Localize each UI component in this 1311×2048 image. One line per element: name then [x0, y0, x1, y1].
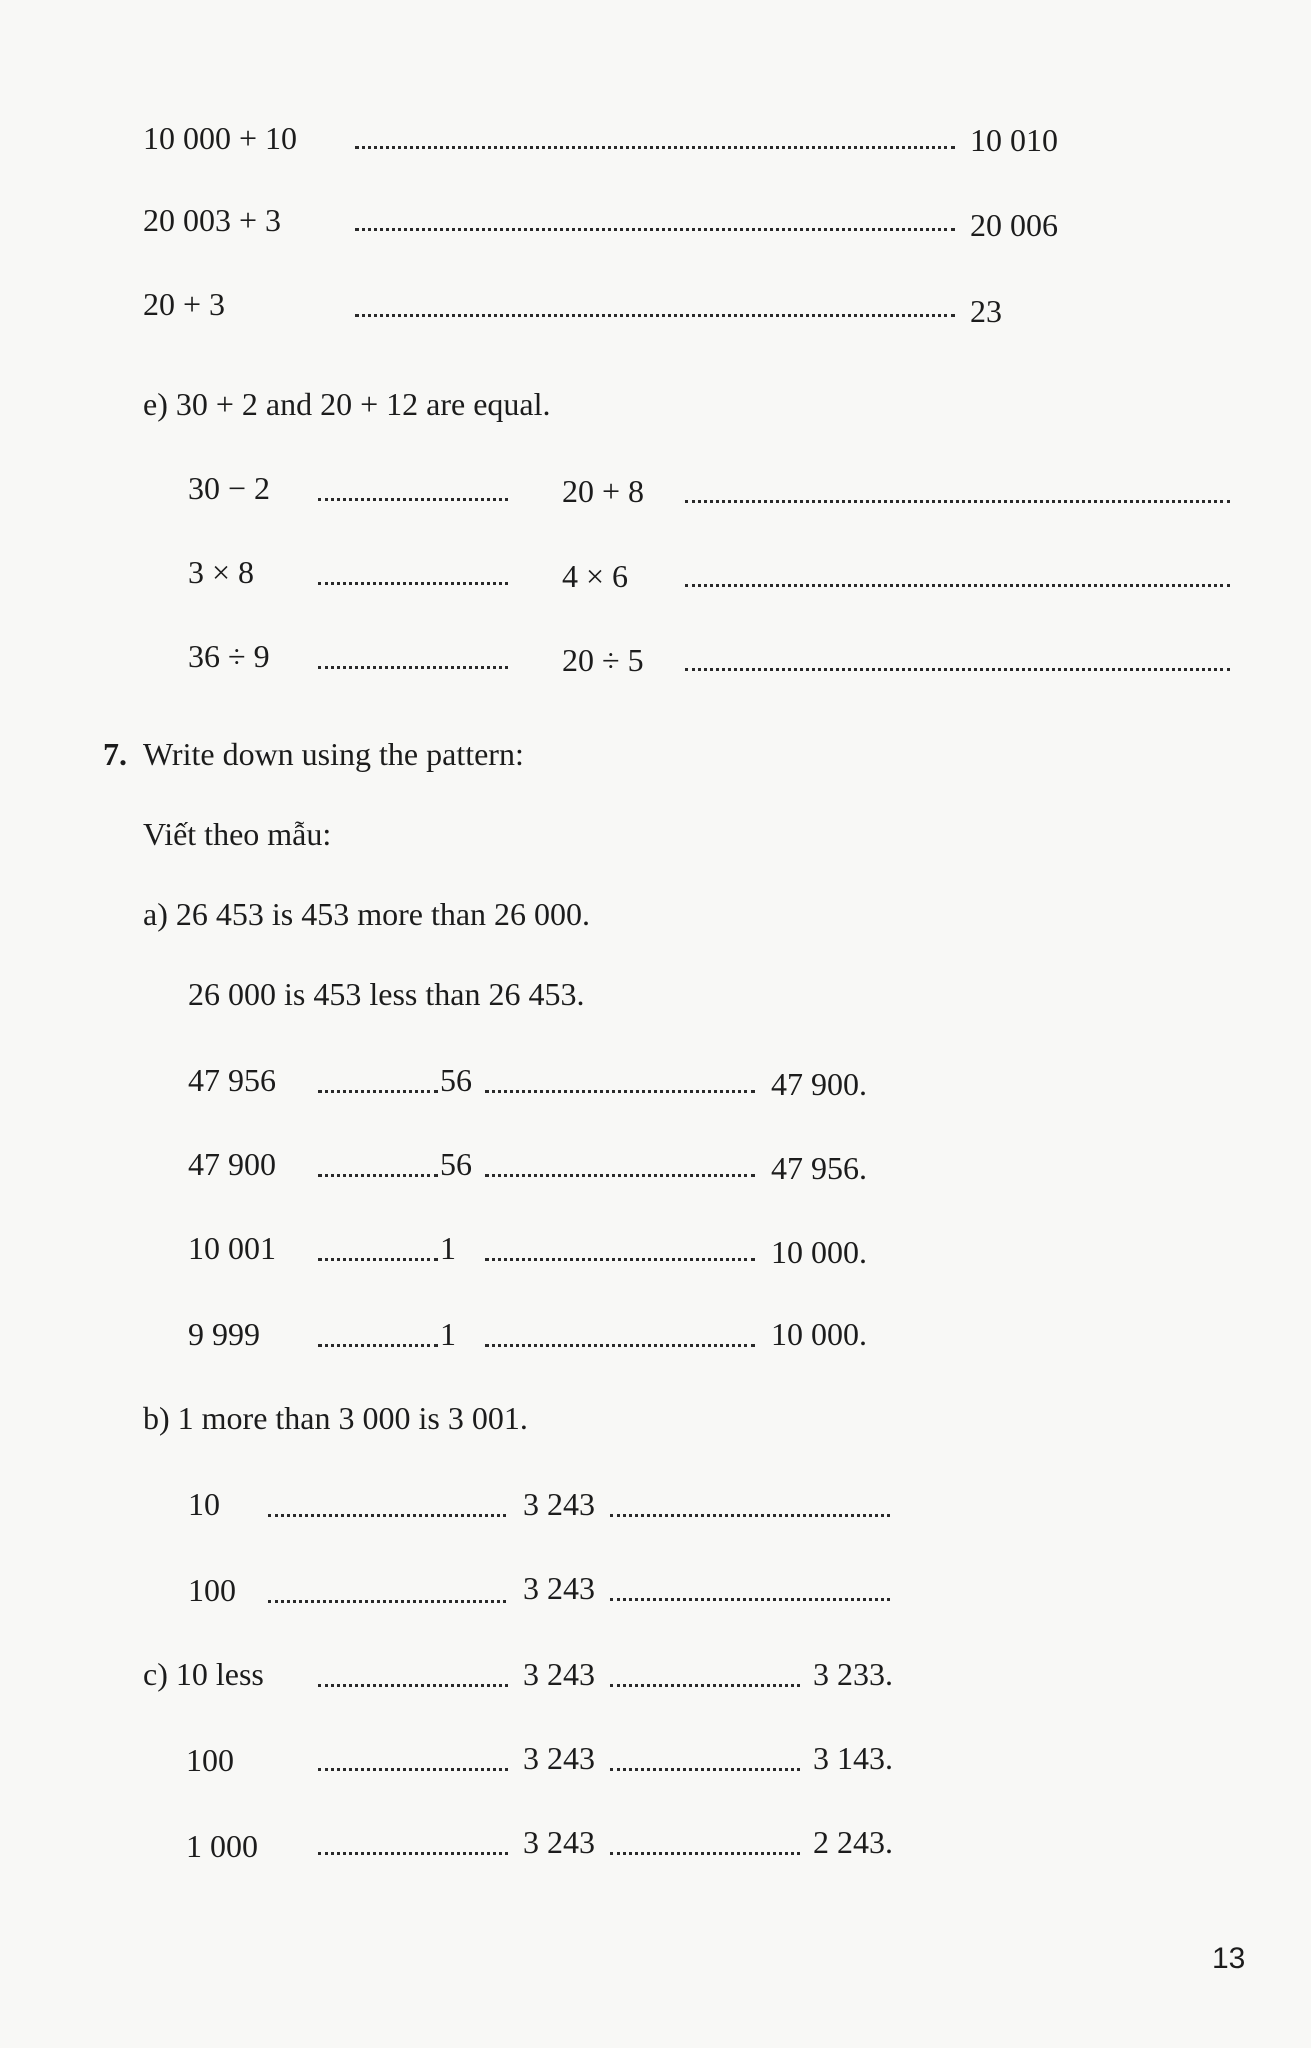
dotted-blank — [318, 1684, 508, 1687]
part-e-row-1-left: 30 − 2 — [188, 470, 271, 506]
part-c-row-1-label: c) 10 less — [143, 1656, 264, 1692]
part-c-row-1-result: 3 233. — [813, 1656, 893, 1692]
dotted-blank — [318, 1344, 438, 1347]
part-a-line-2: 26 000 is 453 less than 26 453. — [188, 976, 585, 1012]
part-a-row-1-num2: 47 900. — [771, 1066, 867, 1102]
part-e-row-2-right: 4 × 6 — [562, 558, 629, 594]
dotted-blank — [685, 584, 1230, 587]
part-b-line-1: b) 1 more than 3 000 is 3 001. — [143, 1400, 528, 1436]
top-row-2-result: 20 006 — [970, 207, 1058, 243]
part-a-row-2-mid: 56 — [440, 1146, 472, 1182]
top-row-1-result: 10 010 — [970, 122, 1058, 158]
part-a-line-1: a) 26 453 is 453 more than 26 000. — [143, 896, 591, 932]
dotted-blank — [355, 314, 955, 317]
dotted-blank — [318, 1174, 438, 1177]
part-a-row-1-mid: 56 — [440, 1062, 472, 1098]
part-e-statement: e) 30 + 2 and 20 + 12 are equal. — [143, 386, 551, 422]
part-c-row-3-base: 3 243 — [523, 1824, 595, 1860]
part-a-row-2-num2: 47 956. — [771, 1150, 867, 1186]
top-row-3-expr: 20 + 3 — [143, 286, 226, 322]
dotted-blank — [685, 668, 1230, 671]
dotted-blank — [610, 1768, 800, 1771]
top-row-2-expr: 20 003 + 3 — [143, 202, 282, 238]
part-b-row-2-base: 3 243 — [523, 1570, 595, 1606]
dotted-blank — [685, 500, 1230, 503]
dotted-blank — [355, 228, 955, 231]
part-e-row-3-left: 36 ÷ 9 — [188, 638, 270, 674]
dotted-blank — [485, 1344, 755, 1347]
dotted-blank — [318, 498, 508, 501]
page-number: 13 — [1212, 1942, 1246, 1975]
part-a-row-4-num1: 9 999 — [188, 1316, 260, 1352]
dotted-blank — [485, 1090, 755, 1093]
part-e-row-3-right: 20 ÷ 5 — [562, 642, 644, 678]
part-a-row-4-num2: 10 000. — [771, 1316, 867, 1352]
top-row-3-result: 23 — [970, 293, 1002, 329]
part-a-row-4-mid: 1 — [440, 1316, 456, 1352]
dotted-blank — [268, 1514, 506, 1517]
dotted-blank — [610, 1598, 890, 1601]
exercise-7-number: 7. — [103, 736, 127, 772]
dotted-blank — [485, 1258, 755, 1261]
part-c-row-2-base: 3 243 — [523, 1740, 595, 1776]
part-c-row-3-label: 1 000 — [186, 1828, 258, 1864]
part-c-row-3-result: 2 243. — [813, 1824, 893, 1860]
dotted-blank — [485, 1174, 755, 1177]
part-a-row-2-num1: 47 900 — [188, 1146, 276, 1182]
part-e-row-1-right: 20 + 8 — [562, 473, 645, 509]
dotted-blank — [610, 1514, 890, 1517]
top-row-1-expr: 10 000 + 10 — [143, 120, 298, 156]
part-b-row-2-num: 100 — [188, 1572, 236, 1608]
part-c-row-2-result: 3 143. — [813, 1740, 893, 1776]
exercise-7-title-vi: Viết theo mẫu: — [143, 816, 332, 852]
part-c-row-2-label: 100 — [186, 1742, 234, 1778]
dotted-blank — [318, 1768, 508, 1771]
part-a-row-3-mid: 1 — [440, 1230, 456, 1266]
part-c-row-1-base: 3 243 — [523, 1656, 595, 1692]
dotted-blank — [355, 146, 955, 149]
dotted-blank — [318, 1258, 438, 1261]
dotted-blank — [268, 1600, 506, 1603]
dotted-blank — [318, 666, 508, 669]
dotted-blank — [318, 1852, 508, 1855]
part-b-row-1-base: 3 243 — [523, 1486, 595, 1522]
dotted-blank — [318, 1090, 438, 1093]
part-a-row-1-num1: 47 956 — [188, 1062, 276, 1098]
part-a-row-3-num1: 10 001 — [188, 1230, 276, 1266]
dotted-blank — [610, 1684, 800, 1687]
part-a-row-3-num2: 10 000. — [771, 1234, 867, 1270]
part-b-row-1-num: 10 — [188, 1486, 220, 1522]
dotted-blank — [318, 582, 508, 585]
part-e-row-2-left: 3 × 8 — [188, 554, 255, 590]
dotted-blank — [610, 1852, 800, 1855]
exercise-7-title: Write down using the pattern: — [143, 736, 524, 772]
